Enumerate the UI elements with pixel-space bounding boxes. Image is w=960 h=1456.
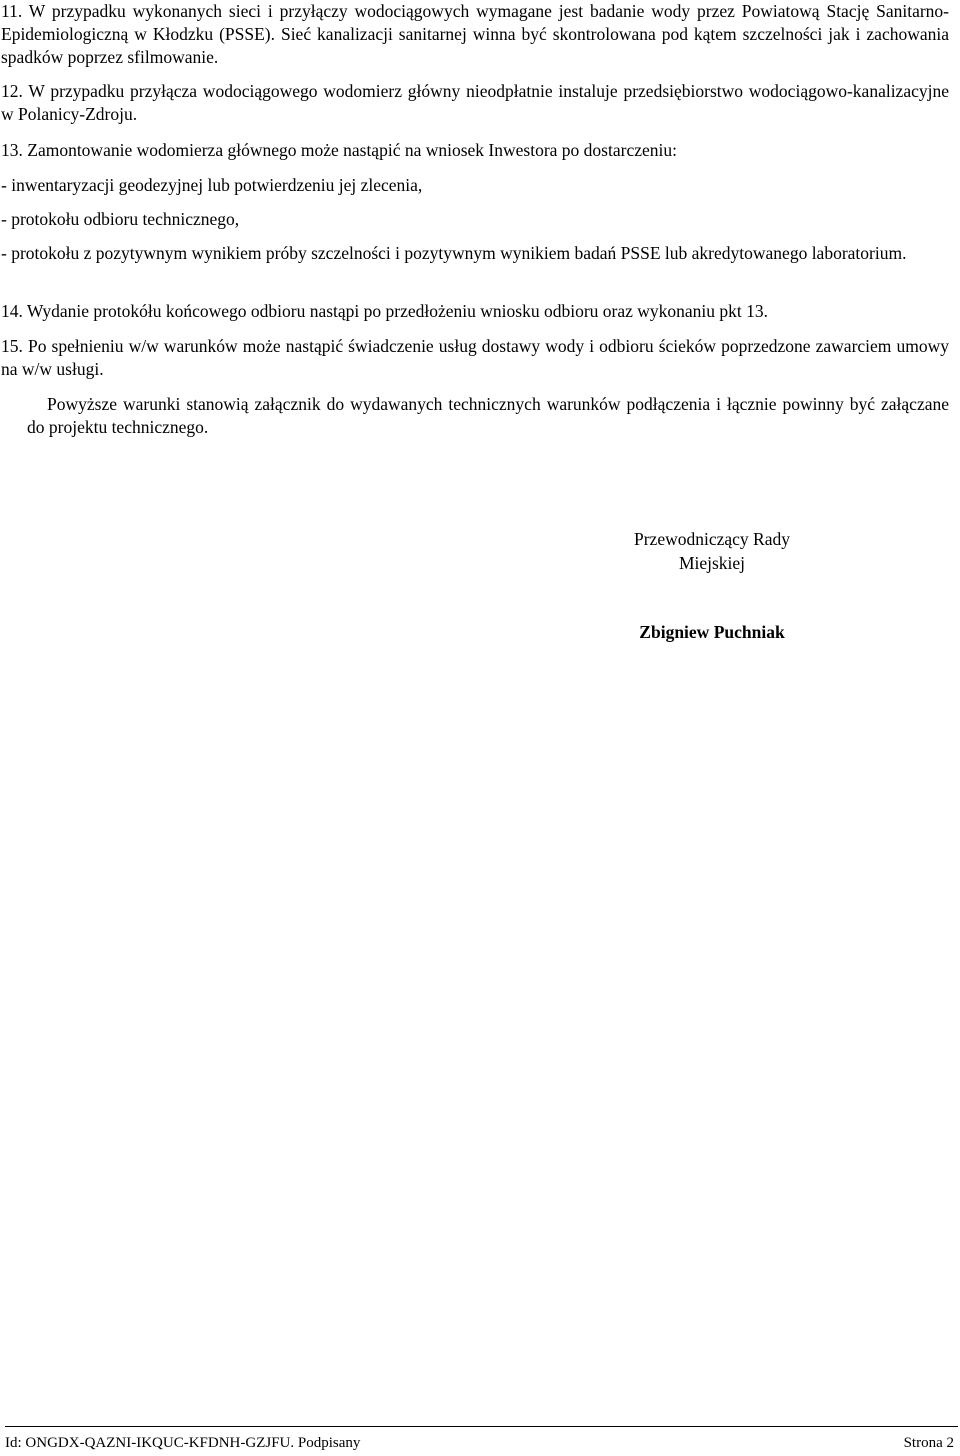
paragraph-15: 15. Po spełnieniu w/w warunków może nastąpić świadczenie usług dostawy wody i odbioru ścieków poprzedzone zawarciem umowy na w/w usługi. <box>1 336 949 379</box>
signature-role-line-2: Miejskiej <box>678 553 746 573</box>
list-item: - inwentaryzacji geodezyjnej lub potwierdzeniu jej zlecenia, <box>1 175 423 195</box>
list-item: - protokołu z pozytywnym wynikiem próby szczelności i pozytywnym wynikiem badań PSSE lub akredytowanego laboratorium. <box>1 243 907 263</box>
paragraph-11: 11. W przypadku wykonanych sieci i przyłączy wodociągowych wymagane jest badanie wody przez Powiatową Stację Sanitarno-Epidemiologiczną w Kłodzku (PSSE). Sieć kanalizacji sanitarnej winna być skontrolowana pod kątem szczelności jak i zachowania spadków poprzez sfilmowanie. <box>1 1 949 67</box>
footer-page-number: Strona 2 <box>903 1435 954 1451</box>
footer-divider <box>5 1426 958 1427</box>
paragraph-12: 12. W przypadku przyłącza wodociągowego wodomierz główny nieodpłatnie instaluje przedsiębiorstwo wodociągowo-kanalizacyjne w Polanicy-Zdroju. <box>1 81 949 124</box>
list-item: - protokołu odbioru technicznego, <box>1 209 240 229</box>
paragraph-14: 14. Wydanie protokółu końcowego odbioru nastąpi po przedłożeniu wniosku odbioru oraz wykonaniu pkt 13. <box>1 301 769 321</box>
signature-block <box>612 527 812 644</box>
signature-role-line-1: Przewodniczący Rady <box>634 529 790 549</box>
paragraph-13: 13. Zamontowanie wodomierza głównego może nastąpić na wniosek Inwestora po dostarczeniu: <box>1 140 677 160</box>
signature-name: Zbigniew Puchniak <box>639 622 785 642</box>
closing-statement: Powyższe warunki stanowią załącznik do wydawanych technicznych warunków podłączenia i łącznie powinny być załączane do projektu technicznego. <box>27 394 949 437</box>
footer-document-id: Id: ONGDX-QAZNI-IKQUC-KFDNH-GZJFU. Podpisany <box>5 1435 361 1451</box>
